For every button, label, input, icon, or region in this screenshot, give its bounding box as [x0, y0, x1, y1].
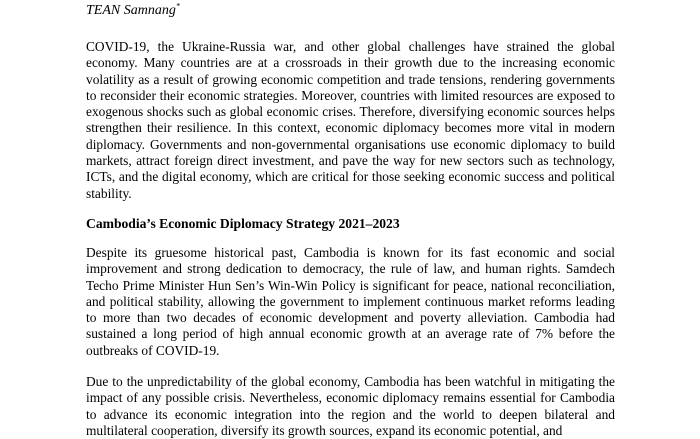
author-name: TEAN Samnang	[86, 3, 176, 18]
author-footnote-marker: *	[175, 1, 180, 11]
section-paragraph-1: Despite its gruesome historical past, Cambodia is known for its fast economic and social improvement and strong dedication to democracy, the rule of law, and human rights. Samdech Techo Prime Minister Hun Sen’s Win-Win Policy is significant for peace, national reconciliation, and political stability, allowing the government to implement continuous market reforms leading to more than two decades of economic development and poverty alleviation. Cambodia had sustained a long period of high annual economic growth at an average rate of 7% before the outbreaks of COVID-19.	[86, 245, 615, 358]
section-paragraph-2: Due to the unpredictability of the global economy, Cambodia has been watchful in mitigating the impact of any possible crisis. Nevertheless, economic diplomacy remains essential for Cambodia to advance its economic integration into the region and the world to deepen bilateral and multilateral cooperation, diversify its growth sources, expand its economic potential, and	[86, 374, 615, 438]
author-line	[86, 3, 180, 19]
section-heading: Cambodia’s Economic Diplomacy Strategy 2021–2023	[86, 216, 400, 231]
intro-paragraph: COVID-19, the Ukraine-Russia war, and other global challenges have strained the global economy. Many countries are at a crossroads in their growth due to the increasing economic volatility as a result of growing economic competition and trade tensions, rendering governments to reconsider their economic strategies. Moreover, countries with limited resources are exposed to exogenous shocks such as global economic crises. Therefore, diversifying economic sources helps strengthen their resilience. In this context, economic diplomacy becomes more vital in modern diplomacy. Governments and non-governmental organisations use economic diplomacy to build markets, attract foreign direct investment, and pave the way for new sectors such as technology, ICTs, and the digital economy, which are critical for those seeking economic success and political stability.	[86, 39, 615, 201]
